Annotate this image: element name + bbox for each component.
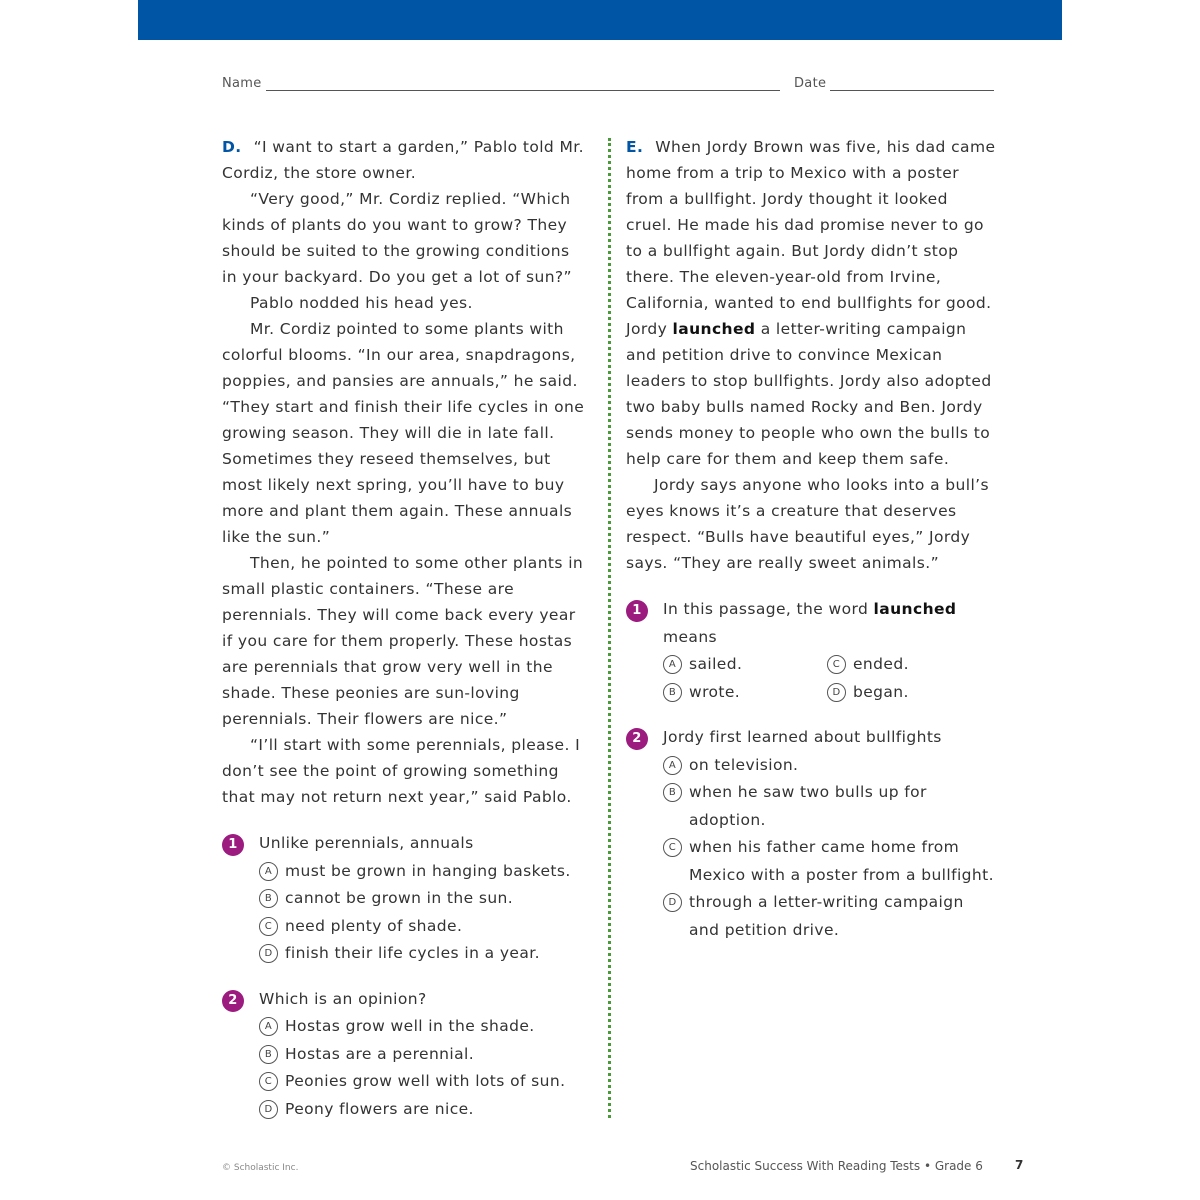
answer-bubble[interactable]: D: [663, 893, 682, 912]
option-text: sailed.: [689, 655, 743, 673]
answer-bubble[interactable]: D: [827, 683, 846, 702]
question-text: Unlike perennials, annuals: [259, 834, 474, 852]
option-text: Hostas are a perennial.: [285, 1044, 475, 1063]
passage-e-para-1: [626, 134, 998, 472]
answer-option[interactable]: [259, 1068, 588, 1096]
answer-option[interactable]: [663, 752, 998, 780]
question-number-badge: 1: [626, 600, 648, 622]
answer-bubble[interactable]: C: [827, 655, 846, 674]
answer-option[interactable]: [259, 858, 588, 886]
passage-d-para-6: “I’ll start with some perennials, please. I don’t see the point of growing something that may not return next year,” said Pablo.: [222, 736, 581, 806]
passage-d-para-2: “Very good,” Mr. Cordiz replied. “Which kinds of plants do you want to grow? They should be suited to the growing conditions in your backyard. Do you get a lot of sun?”: [222, 190, 572, 286]
answer-bubble[interactable]: C: [259, 917, 278, 936]
question-d2: [222, 986, 588, 1124]
answer-option[interactable]: [663, 889, 998, 944]
answer-option[interactable]: [827, 651, 991, 679]
question-number-badge: 2: [626, 728, 648, 750]
option-text: on television.: [689, 755, 799, 774]
date-blank-line[interactable]: [830, 90, 994, 91]
option-text: Peony flowers are nice.: [285, 1099, 474, 1118]
answer-option[interactable]: [827, 679, 991, 707]
question-text-part: means: [663, 627, 718, 646]
answer-bubble[interactable]: C: [259, 1072, 278, 1091]
question-text: Which is an opinion?: [259, 989, 427, 1008]
question-number-badge: 1: [222, 834, 244, 856]
answer-bubble[interactable]: A: [259, 862, 278, 881]
answer-options-grid: [663, 651, 998, 706]
answer-bubble[interactable]: C: [663, 838, 682, 857]
passage-letter-d: D.: [222, 138, 242, 156]
question-d1: [222, 830, 588, 968]
option-text: ended.: [853, 655, 909, 673]
option-text: when he saw two bulls up for adoption.: [689, 783, 927, 829]
answer-option[interactable]: [259, 1013, 588, 1041]
passage-d-para-3: Pablo nodded his head yes.: [250, 294, 473, 312]
answer-option[interactable]: [259, 1041, 588, 1069]
question-e2: [626, 724, 998, 944]
name-label: Name: [222, 76, 262, 91]
answer-option[interactable]: [259, 885, 588, 913]
option-text: Peonies grow well with lots of sun.: [285, 1072, 566, 1090]
question-text: Jordy first learned about bullfights: [663, 728, 942, 746]
question-number-badge: 2: [222, 990, 244, 1012]
passage-d-column: [222, 134, 588, 1123]
answer-option[interactable]: [663, 679, 827, 707]
question-e1: [626, 596, 998, 706]
passage-text: “I want to start a garden,” Pablo told Mr. Cordiz, the store owner.: [222, 138, 584, 182]
option-text: finish their life cycles in a year.: [285, 944, 540, 962]
passage-e-column: [626, 134, 998, 944]
answer-bubble[interactable]: B: [259, 1045, 278, 1064]
passage-text: When Jordy Brown was five, his dad came home from a trip to Mexico with a poster from a bullfight. Jordy thought it looked cruel. He made his dad promise never to go to a bullfight again. But Jordy didn’t stop there. The eleven-year-old from Irvine, California, wanted to end bullfights for good. Jordy: [626, 138, 996, 338]
answer-bubble[interactable]: D: [259, 1100, 278, 1119]
passage-letter-e: E.: [626, 138, 644, 156]
copyright-notice: © Scholastic Inc.: [222, 1163, 299, 1173]
column-divider: [608, 138, 611, 1118]
passage-d-para-4: Mr. Cordiz pointed to some plants with colorful blooms. “In our area, snapdragons, poppies, and pansies are annuals,” he said. “They start and finish their life cycles in one growing season. They will die in late fall. Sometimes they reseed themselves, but most likely next spring, you’ll have to buy more and plant them again. These annuals like the sun.”: [222, 320, 585, 546]
page-number: 7: [1015, 1158, 1024, 1172]
answer-option[interactable]: [663, 779, 998, 834]
answer-bubble[interactable]: D: [259, 944, 278, 963]
answer-bubble[interactable]: A: [663, 655, 682, 674]
answer-bubble[interactable]: B: [663, 783, 682, 802]
answer-bubble[interactable]: A: [259, 1017, 278, 1036]
name-blank-line[interactable]: [266, 90, 780, 91]
date-label: Date: [794, 76, 827, 91]
answer-option[interactable]: [663, 651, 827, 679]
answer-option[interactable]: [663, 834, 998, 889]
option-text: need plenty of shade.: [285, 916, 463, 935]
answer-option[interactable]: [259, 1096, 588, 1124]
question-text-part: In this passage, the word: [663, 600, 869, 618]
answer-bubble[interactable]: A: [663, 756, 682, 775]
keyword-launched: launched: [873, 600, 957, 618]
option-text: through a letter-writing campaign and petition drive.: [689, 893, 964, 939]
answer-option[interactable]: [259, 940, 588, 968]
passage-d-para-1: [222, 134, 588, 186]
option-text: began.: [853, 682, 909, 701]
option-text: Hostas grow well in the shade.: [285, 1017, 535, 1035]
option-text: cannot be grown in the sun.: [285, 889, 514, 907]
option-text: wrote.: [689, 682, 741, 701]
option-text: must be grown in hanging baskets.: [285, 861, 571, 880]
option-text: when his father came home from Mexico with a poster from a bullfight.: [689, 838, 994, 884]
keyword-launched: launched: [672, 320, 756, 338]
answer-bubble[interactable]: B: [663, 683, 682, 702]
passage-d-para-5: Then, he pointed to some other plants in small plastic containers. “These are perennials. They will come back every year if you care for them properly. These hostas are perennials that grow very well in the shade. These peonies are sun-loving perennials. Their flowers are nice.”: [222, 554, 584, 728]
answer-option[interactable]: [259, 913, 588, 941]
answer-bubble[interactable]: B: [259, 889, 278, 908]
top-banner: [138, 0, 1062, 40]
question-text: [663, 596, 998, 651]
passage-text: a letter-writing campaign and petition drive to convince Mexican leaders to stop bullfights. Jordy also adopted two baby bulls named Rocky and Ben. Jordy sends money to people who own the bulls to help care for them and keep them safe.: [626, 320, 992, 468]
passage-e-para-2: Jordy says anyone who looks into a bull’s eyes knows it’s a creature that deserves respect. “Bulls have beautiful eyes,” Jordy says. “They are really sweet animals.”: [626, 476, 989, 572]
series-title: Scholastic Success With Reading Tests • Grade 6: [690, 1159, 983, 1173]
